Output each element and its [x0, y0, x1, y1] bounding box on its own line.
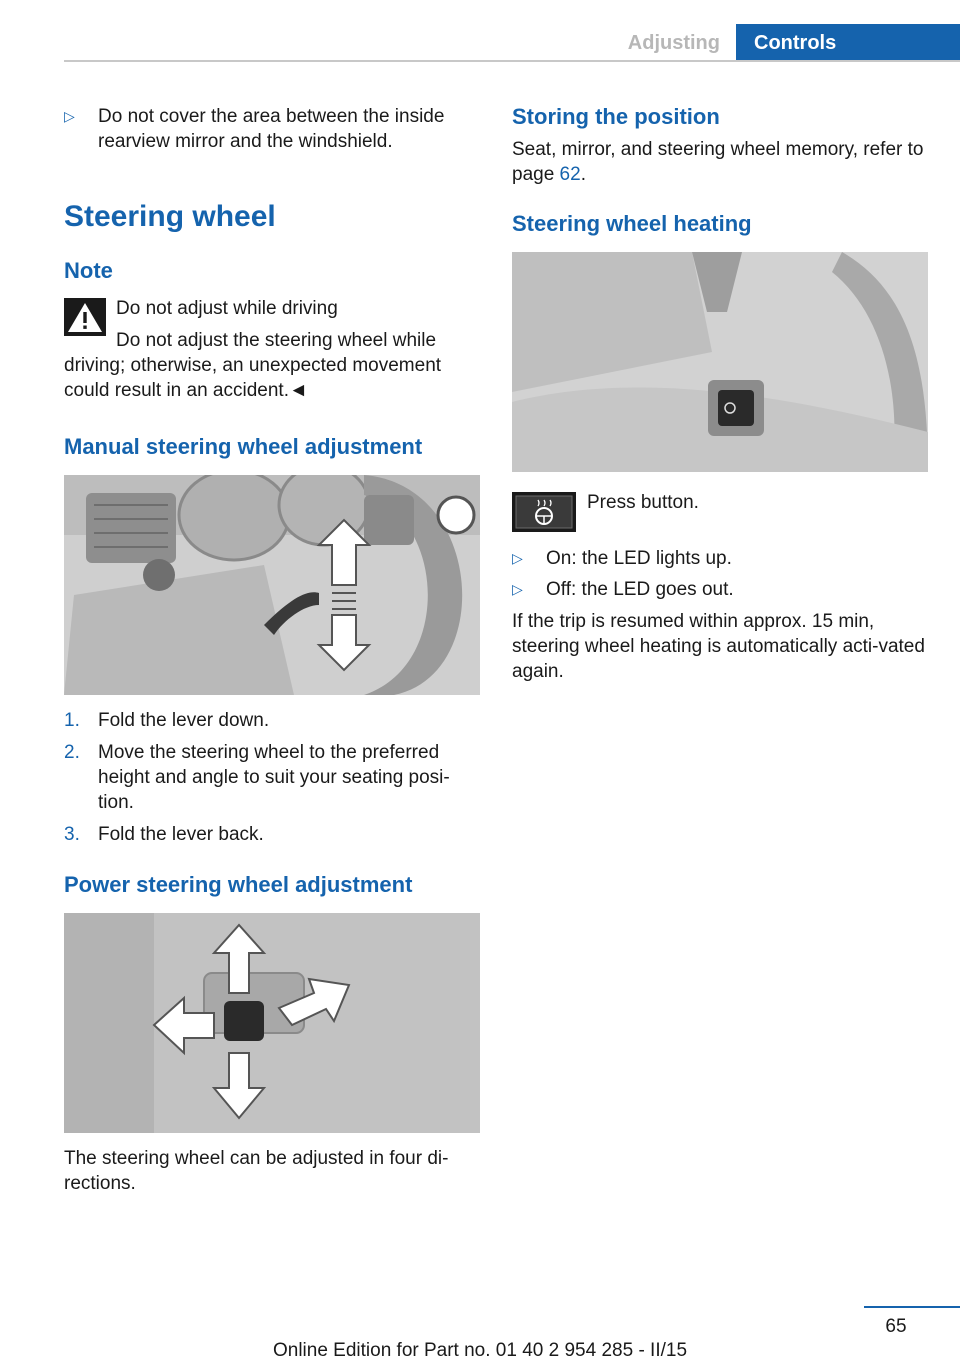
storing-position-text [512, 137, 928, 187]
list-item-text: Do not cover the area between the inside rearview mirror and the windshield. [98, 106, 445, 152]
manual-adjustment-illustration [64, 475, 480, 695]
storing-text-end: . [580, 164, 586, 185]
page-reference-link[interactable]: 62 [559, 164, 581, 185]
power-adjustment-illustration [64, 913, 480, 1133]
step-number: 1. [64, 710, 80, 731]
step-text: Fold the lever down. [98, 710, 270, 731]
step-text: Move the steering wheel to the preferred height and angle to suit your seating posi-tion. [98, 742, 450, 813]
storing-text: Seat, mirror, and steering wheel memory, refer to page [512, 139, 924, 185]
list-item-text: On: the LED lights up. [546, 548, 732, 569]
step-text: Fold the lever back. [98, 824, 264, 845]
header-chapter-tab: Controls [736, 24, 960, 62]
step-number: 3. [64, 824, 80, 845]
manual-adjustment-heading: Manual steering wheel adjustment [64, 434, 423, 459]
press-button-text: Press button. [587, 492, 699, 513]
header-section-label: Adjusting [627, 32, 720, 54]
steering-wheel-heating-heading: Steering wheel heating [512, 211, 752, 236]
page-title: Steering wheel [64, 200, 276, 233]
footer-rule [864, 1306, 960, 1308]
note-heading: Note [64, 258, 113, 283]
list-item-text: Off: the LED goes out. [546, 579, 734, 600]
power-adjustment-heading: Power steering wheel adjustment [64, 872, 413, 897]
step-number: 2. [64, 742, 80, 763]
warning-title: Do not adjust while driving [116, 298, 338, 319]
steering-wheel-heating-icon [512, 492, 576, 532]
bullet-marker: ▷ [512, 550, 523, 566]
bullet-marker: ▷ [64, 108, 75, 124]
header-rule [64, 60, 960, 62]
warning-text: driving; otherwise, an unexpected movement could result in an accident.◄ [64, 355, 442, 401]
bullet-marker: ▷ [512, 581, 523, 597]
warning-triangle-icon [64, 298, 106, 336]
page-number: 65 [885, 1316, 907, 1337]
resume-text: If the trip is resumed within approx. 15 min, steering wheel heating is automatically acti-vated again. [512, 611, 925, 682]
footer-edition: Online Edition for Part no. 01 40 2 954 285 - II/15 [272, 1340, 688, 1361]
warning-text-line1: Do not adjust the steering wheel while [116, 330, 437, 351]
storing-position-heading: Storing the position [512, 104, 720, 129]
power-adjustment-text: The steering wheel can be adjusted in four di-rections. [64, 1148, 449, 1194]
heating-button-illustration [512, 252, 928, 472]
